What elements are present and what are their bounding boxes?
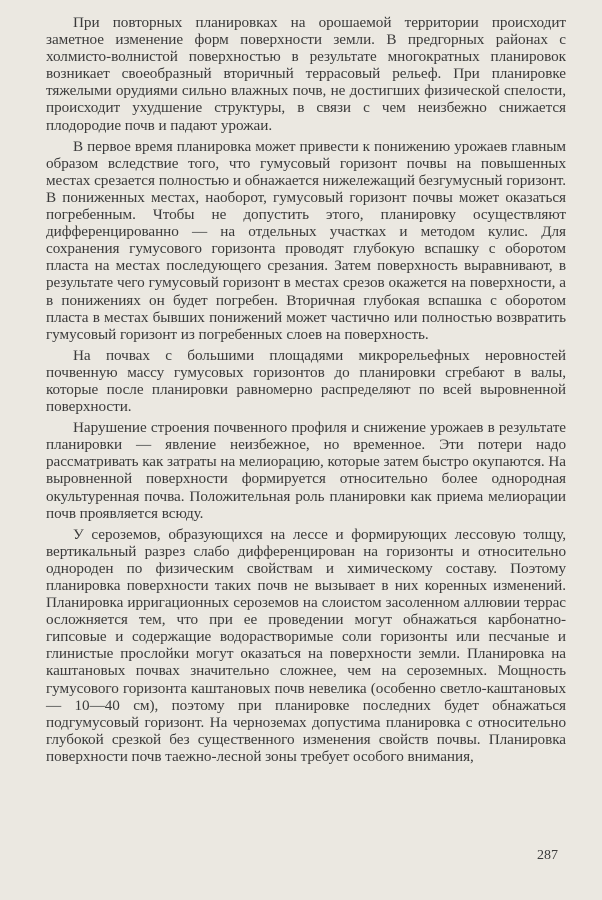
body-text: [46, 14, 566, 769]
page-number: 287: [537, 848, 558, 863]
paragraph-1: При повторных планировках на орошаемой территории происходит заметное изменение форм поверхности земли. В предгорных районах с холмисто-волнистой поверхностью в результате многократных планировок возникает своеобразный вторичный террасовый рельеф. При планировке тяжелыми орудиями сильно влажных почв, не достигших физической спелости, происходит ухудшение структуры, в связи с чем неизбежно снижается плодородие почв и падают урожаи.: [46, 14, 566, 134]
paragraph-5: У сероземов, образующихся на лессе и формирующих лессовую толщу, вертикальный разрез слабо дифференцирован на горизонты и относительно однороден по физическим свойствам и химическому составу. Поэтому планировка поверхности таких почв не вызывает в них коренных изменений. Планировка ирригационных сероземов на слоистом засоленном аллювии террас осложняется тем, что при ее проведении могут обнажаться карбонатно-гипсовые и содержащие водорастворимые соли горизонты или песчаные и глинистые прослойки могут оказаться на поверхности земли. Планировка на каштановых почвах значительно сложнее, чем на сероземных. Мощность гумусового горизонта каштановых почв невелика (особенно светло-каштановых — 10—40 см), поэтому при планировке последних будет обнажаться подгумусовый горизонт. На черноземах допустима планировка с относительно глубокой срезкой без существенного изменения свойств почвы. Планировка поверхности почв таежно-лесной зоны требует особого внимания,: [46, 525, 566, 765]
paragraph-3: На почвах с большими площадями микрорельефных неровностей почвенную массу гумусовых горизонтов до планировки сгребают в валы, которые после планировки равномерно распределяют по всей выровненной поверхности.: [46, 346, 566, 416]
paragraph-2: В первое время планировка может привести к понижению урожаев главным образом вследствие того, что гумусовый горизонт почвы на повышенных местах срезается полностью и обнажается нижележащий безгумусный горизонт. В пониженных местах, наоборот, гумусовый горизонт почвы может оказаться погребенным. Чтобы не допустить этого, планировку осуществляют дифференцированно — на отдельных участках и методом кулис. Для сохранения гумусового горизонта проводят глубокую вспашку с оборотом пласта на местах последующего срезания. Затем поверхность выравнивают, в результате чего гумусовый горизонт в местах срезов окажется на поверхности, а в понижениях он будет погребен. Вторичная глубокая вспашка с оборотом пласта в местах бывших понижений может частично или полностью возвратить гумусовый горизонт из погребенных слоев на поверхность.: [46, 137, 566, 343]
paragraph-4: Нарушение строения почвенного профиля и снижение урожаев в результате планировки — явление неизбежное, но временное. Эти потери надо рассматривать как затраты на мелиорацию, которые затем быстро окупаются. На выровненной поверхности формируется относительно более однородная окультуренная почва. Положительная роль планировки как приема мелиорации почв проявляется всюду.: [46, 419, 567, 522]
